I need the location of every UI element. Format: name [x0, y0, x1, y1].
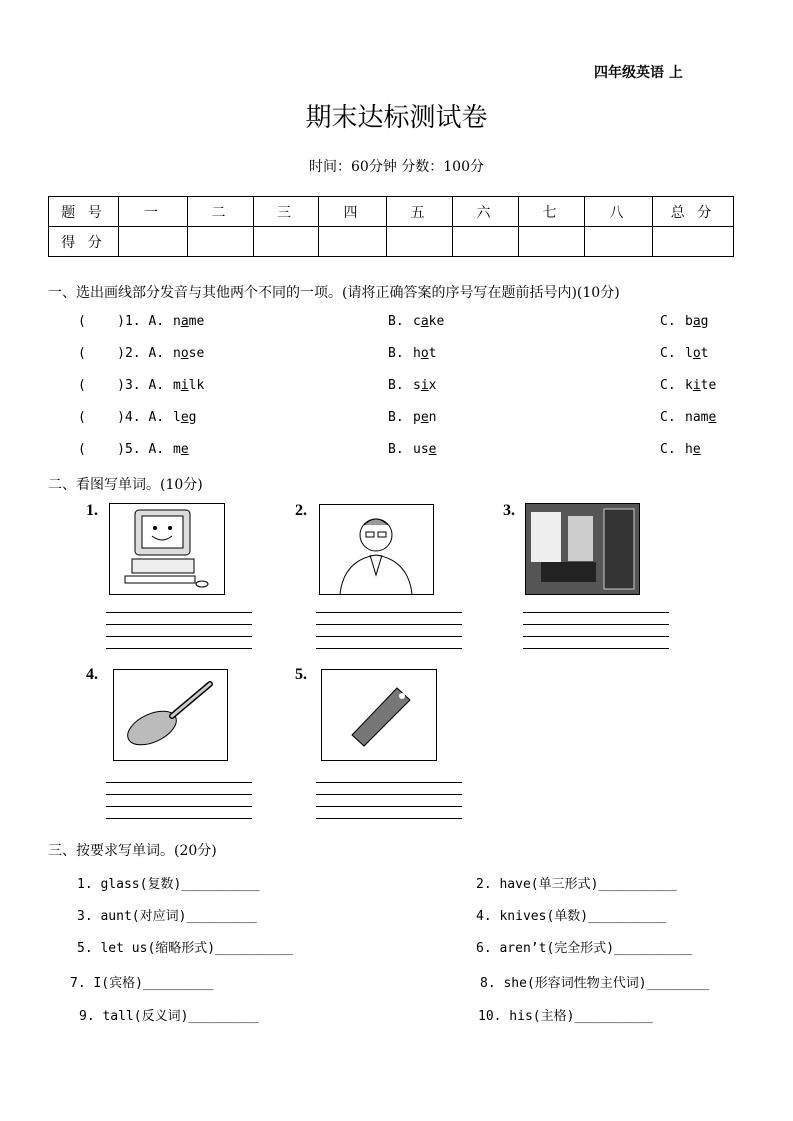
answer-line[interactable]: [523, 636, 669, 637]
picture-number: 1.: [86, 502, 98, 519]
answer-line[interactable]: [316, 648, 462, 649]
option-word: pen: [413, 410, 437, 425]
table-header-cell: 六: [453, 197, 519, 227]
section1-heading: 一、选出画线部分发音与其他两个不同的一项。(请将正确答案的序号写在题前括号内)(10分): [48, 285, 620, 301]
answer-line[interactable]: [316, 818, 462, 819]
underlined-letters: e: [428, 442, 437, 457]
option-word: cake: [413, 314, 445, 329]
option-label: C.: [660, 314, 676, 329]
picture-number: 4.: [86, 666, 98, 683]
option-word: leg: [173, 410, 197, 425]
score-cell[interactable]: [585, 227, 653, 257]
option-label: B.: [388, 378, 404, 393]
table-header-cell: 题 号: [49, 197, 119, 227]
option-word: he: [685, 442, 701, 457]
word-task: 2. have(单三形式)__________: [476, 877, 677, 892]
underlined-letters: e: [180, 410, 189, 425]
section3-heading: 三、按要求写单词。(20分): [48, 843, 217, 859]
spoon-picture: [113, 669, 228, 761]
page-title: 期末达标测试卷: [305, 103, 488, 133]
answer-line[interactable]: [106, 612, 252, 613]
option-word: name: [685, 410, 717, 425]
option-label: C.: [660, 378, 676, 393]
question-number: ( )2. A.: [78, 346, 165, 361]
question-number: ( )3. A.: [78, 378, 165, 393]
answer-line[interactable]: [316, 624, 462, 625]
answer-line[interactable]: [106, 818, 252, 819]
question-number: ( )4. A.: [78, 410, 165, 425]
study-room-picture: [525, 503, 640, 595]
answer-line[interactable]: [316, 794, 462, 795]
answer-line[interactable]: [316, 612, 462, 613]
table-header-cell: 总 分: [653, 197, 734, 227]
table-header-cell: 一: [119, 197, 188, 227]
answer-line[interactable]: [523, 648, 669, 649]
knife-picture: [321, 669, 437, 761]
doctor-picture: [319, 504, 434, 595]
option-label: C.: [660, 442, 676, 457]
answer-line[interactable]: [106, 636, 252, 637]
time-score-info: 时间：60分钟 分数：100分: [309, 159, 484, 175]
answer-line[interactable]: [523, 624, 669, 625]
word-task: 9. tall(反义词)_________: [79, 1009, 259, 1024]
underlined-letters: a: [692, 314, 701, 329]
option-word: name: [173, 314, 205, 329]
option-label: B.: [388, 346, 404, 361]
option-word: six: [413, 378, 437, 393]
underlined-letters: a: [420, 314, 429, 329]
underlined-letters: i: [692, 378, 701, 393]
score-cell[interactable]: [387, 227, 453, 257]
option-word: milk: [173, 378, 205, 393]
option-word: hot: [413, 346, 437, 361]
underlined-letters: e: [180, 442, 189, 457]
underlined-letters: e: [692, 442, 701, 457]
answer-line[interactable]: [523, 612, 669, 613]
word-task: 8. she(形容词性物主代词)________: [480, 976, 710, 991]
picture-number: 2.: [295, 502, 307, 519]
answer-line[interactable]: [106, 806, 252, 807]
underlined-letters: o: [420, 346, 429, 361]
answer-line[interactable]: [106, 648, 252, 649]
grade-label: 四年级英语 上: [594, 65, 683, 81]
underlined-letters: e: [420, 410, 429, 425]
underlined-letters: o: [180, 346, 189, 361]
option-word: use: [413, 442, 437, 457]
answer-line[interactable]: [316, 806, 462, 807]
option-word: lot: [685, 346, 709, 361]
word-task: 1. glass(复数)__________: [77, 877, 260, 892]
option-word: nose: [173, 346, 205, 361]
score-table: [48, 196, 734, 257]
option-label: B.: [388, 442, 404, 457]
word-task: 10. his(主格)__________: [478, 1009, 653, 1024]
table-header-cell: 三: [254, 197, 319, 227]
word-task: 3. aunt(对应词)_________: [77, 909, 257, 924]
underlined-letters: e: [708, 410, 717, 425]
option-word: kite: [685, 378, 717, 393]
computer-picture: [109, 503, 225, 595]
section2-heading: 二、看图写单词。(10分): [48, 477, 203, 493]
score-cell[interactable]: [453, 227, 519, 257]
score-cell[interactable]: [519, 227, 585, 257]
underlined-letters: i: [420, 378, 429, 393]
option-label: C.: [660, 410, 676, 425]
underlined-letters: a: [180, 314, 189, 329]
answer-line[interactable]: [106, 794, 252, 795]
score-cell[interactable]: [188, 227, 254, 257]
option-word: bag: [685, 314, 709, 329]
answer-line[interactable]: [106, 624, 252, 625]
option-label: B.: [388, 410, 404, 425]
question-number: ( )1. A.: [78, 314, 165, 329]
score-cell[interactable]: [653, 227, 734, 257]
option-label: B.: [388, 314, 404, 329]
answer-line[interactable]: [106, 782, 252, 783]
score-cell[interactable]: [319, 227, 387, 257]
word-task: 5. let us(缩略形式)__________: [77, 941, 294, 956]
table-header-cell: 五: [387, 197, 453, 227]
word-task: 7. I(宾格)_________: [70, 976, 214, 991]
score-row-label: 得 分: [49, 227, 119, 257]
table-header-cell: 七: [519, 197, 585, 227]
score-cell[interactable]: [254, 227, 319, 257]
table-header-cell: 八: [585, 197, 653, 227]
question-number: ( )5. A.: [78, 442, 165, 457]
answer-line[interactable]: [316, 636, 462, 637]
underlined-letters: i: [180, 378, 189, 393]
underlined-letters: o: [692, 346, 701, 361]
option-label: C.: [660, 346, 676, 361]
option-word: me: [173, 442, 189, 457]
picture-number: 3.: [503, 502, 515, 519]
picture-number: 5.: [295, 666, 307, 683]
word-task: 4. knives(单数)__________: [476, 909, 667, 924]
table-header-cell: 四: [319, 197, 387, 227]
word-task: 6. aren’t(完全形式)__________: [476, 941, 693, 956]
answer-line[interactable]: [316, 782, 462, 783]
score-cell[interactable]: [119, 227, 188, 257]
table-header-cell: 二: [188, 197, 254, 227]
